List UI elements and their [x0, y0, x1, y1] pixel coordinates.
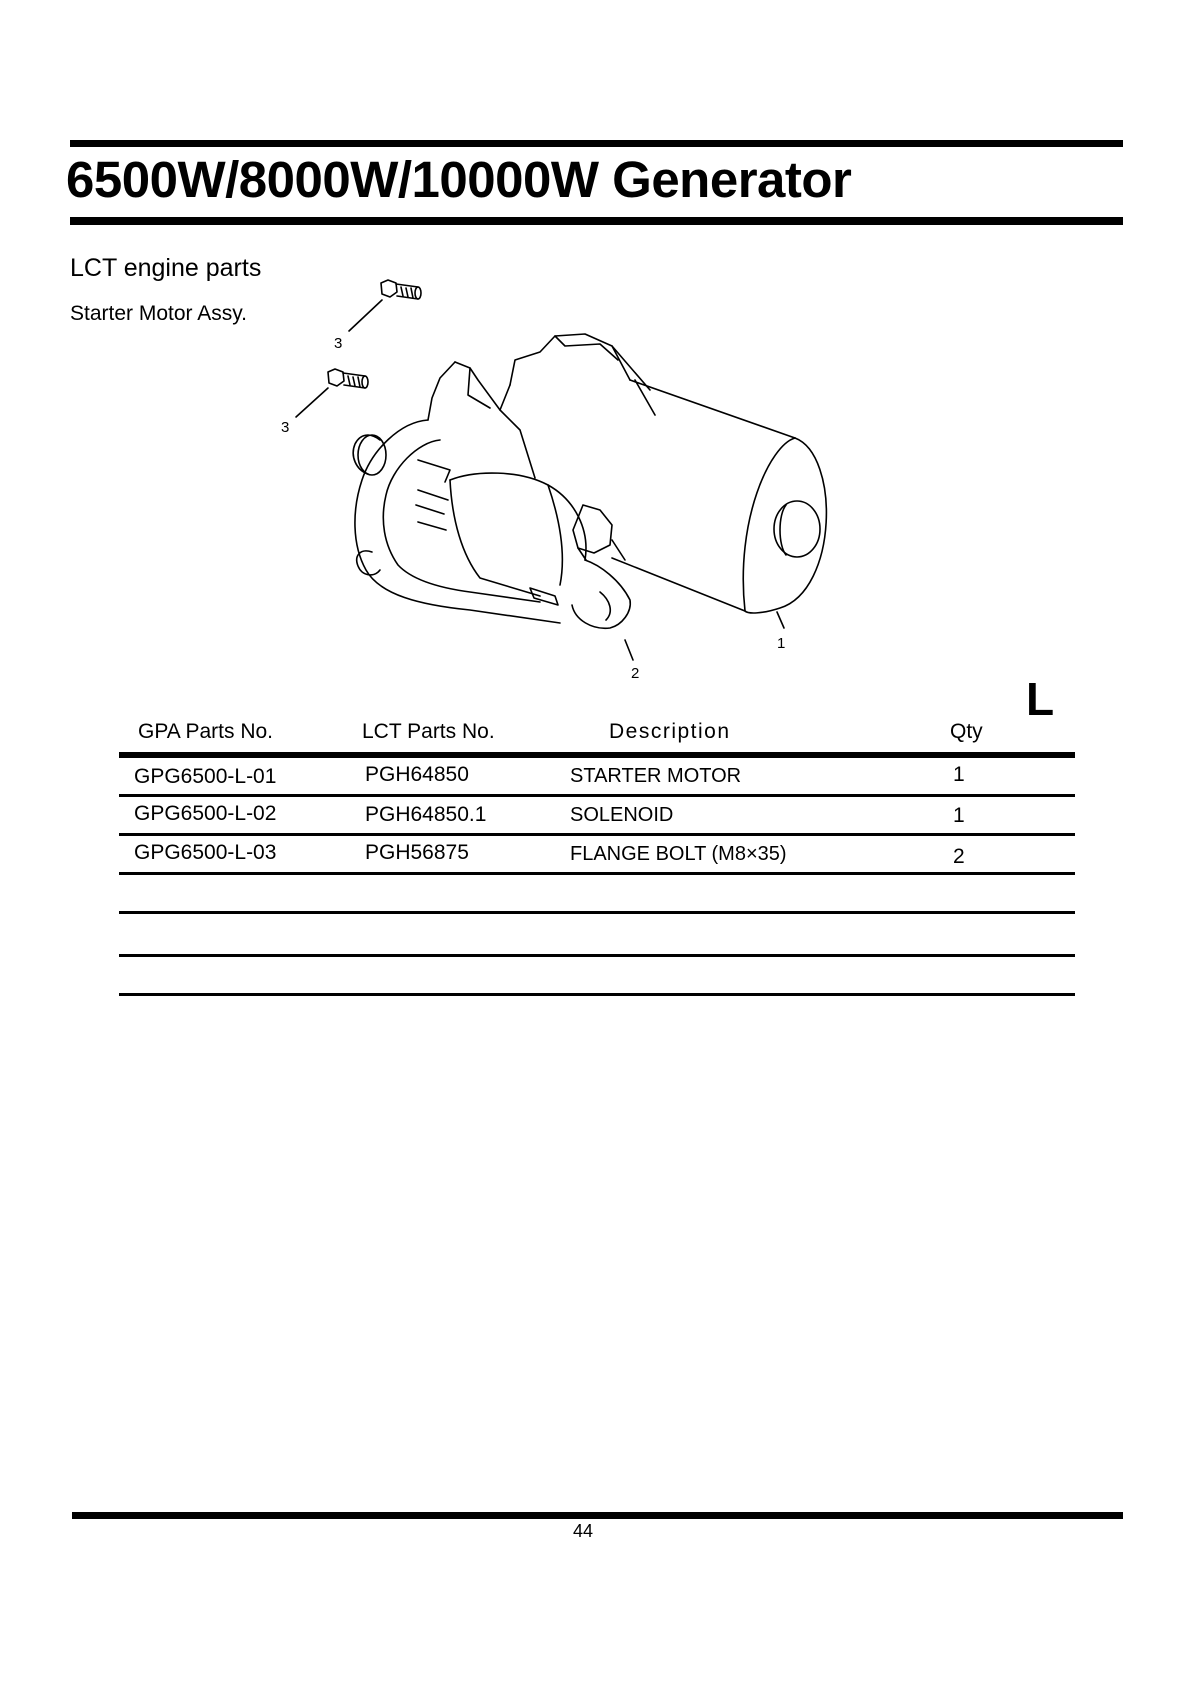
cell-qty: 1 [953, 804, 965, 827]
motor-housing [428, 334, 655, 478]
column-header-gpa: GPA Parts No. [138, 720, 273, 743]
sheet-letter: L [1026, 673, 1055, 725]
cell-qty: 2 [953, 845, 965, 868]
flange-bolt-upper [381, 280, 421, 299]
callout-leaders [296, 300, 784, 660]
table-row [119, 758, 1075, 794]
table-row-empty [119, 875, 1075, 911]
cell-lct: PGH64850 [365, 763, 469, 786]
header-top-rule [70, 140, 1123, 147]
motor-body [612, 380, 826, 613]
footer-rule [72, 1512, 1123, 1519]
table-header [119, 720, 1075, 752]
column-header-lct: LCT Parts No. [362, 720, 495, 743]
parts-table [119, 720, 1075, 996]
table-row-empty [119, 957, 1075, 993]
flange-bolt-lower [328, 369, 368, 388]
header-bottom-rule [70, 217, 1123, 225]
table-row [119, 836, 1075, 872]
column-header-description: Description [609, 720, 731, 743]
solenoid [450, 473, 630, 628]
callout-label-bolt-lower: 3 [281, 419, 290, 436]
page-number: 44 [573, 1521, 594, 1541]
cell-gpa: GPG6500-L-03 [134, 841, 277, 864]
cell-gpa: GPG6500-L-01 [134, 765, 277, 788]
cell-lct: PGH56875 [365, 841, 469, 864]
section-subtitle: Starter Motor Assy. [70, 302, 247, 325]
section-title: LCT engine parts [70, 254, 262, 282]
callout-label-starter-motor: 1 [777, 635, 786, 652]
callout-label-bolt-upper: 3 [334, 335, 343, 352]
cell-description: FLANGE BOLT (M8×35) [570, 843, 787, 865]
drive-end-bracket [353, 420, 560, 623]
cell-qty: 1 [953, 763, 965, 786]
callout-label-solenoid: 2 [631, 665, 640, 682]
column-header-qty: Qty [950, 720, 983, 743]
cell-description: STARTER MOTOR [570, 765, 742, 787]
starter-motor-diagram [0, 0, 1191, 700]
table-row-empty [119, 914, 1075, 954]
cell-lct: PGH64850.1 [365, 803, 487, 826]
cell-description: SOLENOID [570, 804, 674, 826]
page-title: 6500W/8000W/10000W Generator [66, 151, 852, 208]
cell-gpa: GPG6500-L-02 [134, 802, 277, 825]
table-row [119, 797, 1075, 833]
table-bottom-rule [119, 993, 1075, 996]
